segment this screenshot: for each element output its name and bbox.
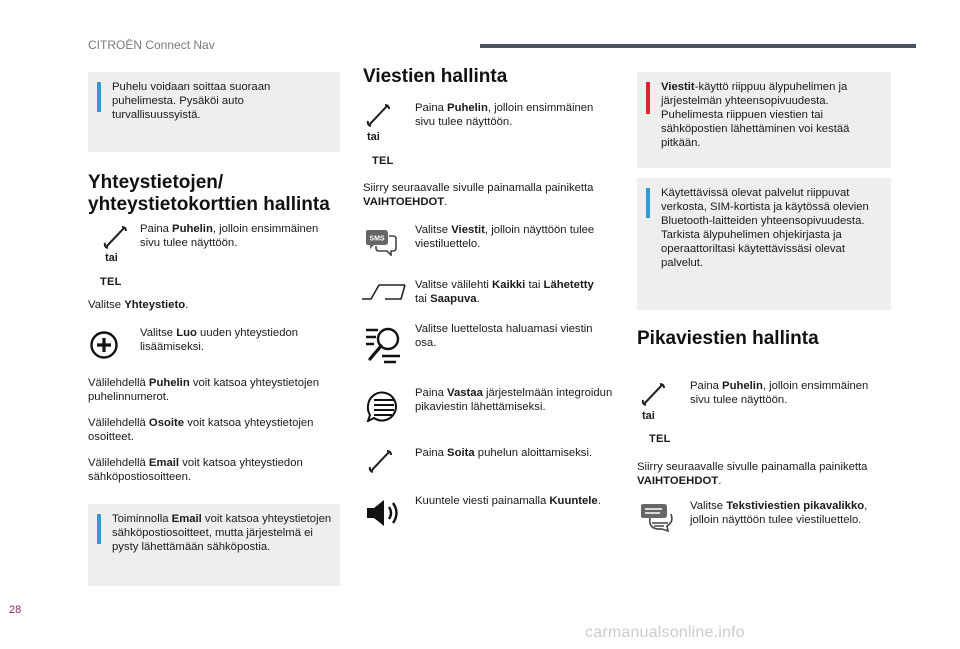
section-heading-quick-messages: Pikaviestien hallinta xyxy=(637,328,819,349)
tab-email-text: Välilehdellä Email voit katsoa yhteystiedon sähköpostiosoitteen. xyxy=(88,457,303,483)
next-page-text: Siirry seuraavalle sivulle painamalla painiketta VAIHTOEHDOT. xyxy=(637,461,868,487)
tai-label: tai xyxy=(367,131,380,143)
next-page-text: Siirry seuraavalle sivulle painamalla painiketta VAIHTOEHDOT. xyxy=(363,182,594,208)
speaker-icon xyxy=(365,498,405,533)
phone-icon xyxy=(365,102,391,133)
quick-messages-icon xyxy=(640,502,676,537)
info-services-text: Käytettävissä olevat palvelut riippuvat verkosta, SIM-kortista ja käytössä olevien Bluetooth-laitteiden yhteensopivuudesta. Tarkista älypuhelimen ohjekirjasta ja operaattoriltasi käytettävissäsi olevat palvelut. xyxy=(661,187,869,269)
warning-box xyxy=(637,72,891,168)
header-bar xyxy=(480,44,916,48)
phone-step-text: Paina Puhelin, jolloin ensimmäinen sivu tulee näyttöön. xyxy=(140,223,319,249)
watermark: carmanualsonline.info xyxy=(585,624,745,641)
call-icon xyxy=(367,448,393,479)
phone-icon xyxy=(102,224,128,255)
tai-label: tai xyxy=(105,252,118,264)
tabs-step-text: Valitse välilehti Kaikki tai Lähetetty tai Saapuva. xyxy=(415,279,594,305)
info-text: Puhelu voidaan soittaa suoraan puhelimesta. Pysäköi auto turvallisuussyistä. xyxy=(112,81,271,121)
phone-icon xyxy=(640,381,666,412)
add-step-text: Valitse Luo uuden yhteystiedon lisäämiseksi. xyxy=(140,327,299,353)
phone-step-text: Paina Puhelin, jolloin ensimmäinen sivu tulee näyttöön. xyxy=(415,102,594,128)
section-heading-messages: Viestien hallinta xyxy=(363,66,508,87)
info-icon xyxy=(646,188,650,218)
tel-label: TEL xyxy=(372,155,394,167)
info-box-top xyxy=(88,72,340,152)
info-icon xyxy=(97,514,101,544)
section-heading-contacts: Yhteystietojen/ yhteystietokorttien hallinta xyxy=(88,172,330,215)
warning-icon xyxy=(646,82,650,114)
tab-address-text: Välilehdellä Osoite voit katsoa yhteystietojen osoitteet. xyxy=(88,417,314,443)
running-header: CITROËN Connect Nav xyxy=(88,38,215,52)
info-icon xyxy=(97,82,101,112)
info-box-services xyxy=(637,178,891,310)
info-email-text: Toiminnolla Email voit katsoa yhteystietojen sähköpostiosoitteet, mutta järjestelmä ei pysty lähettämään sähköpostia. xyxy=(112,513,332,553)
tai-label: tai xyxy=(642,410,655,422)
tel-label: TEL xyxy=(649,433,671,445)
select-contact-text: Valitse Yhteystieto. xyxy=(88,299,189,311)
sms-icon-text: SMS xyxy=(369,235,385,243)
quick-step-text: Valitse Tekstiviestien pikavalikko, jolloin näyttöön tulee viestiluettelo. xyxy=(690,500,868,526)
warning-text: Viestit-käyttö riippuu älypuhelimen ja järjestelmän yhteensopivuudesta. Puhelimesta riippuen viestien tai sähköpostien lähettäminen voi kestää pitkään. xyxy=(661,81,850,149)
listen-step-text: Kuuntele viesti painamalla Kuuntele. xyxy=(415,495,601,507)
reply-step-text: Paina Vastaa järjestelmään integroidun pikaviestin lähettämiseksi. xyxy=(415,387,613,413)
phone-step-text: Paina Puhelin, jolloin ensimmäinen sivu tulee näyttöön. xyxy=(690,380,869,406)
tel-label: TEL xyxy=(100,276,122,288)
messages-step-text: Valitse Viestit, jolloin näyttöön tulee viestiluettelo. xyxy=(415,224,595,250)
page-number: 28 xyxy=(9,604,22,616)
tab-phone-text: Välilehdellä Puhelin voit katsoa yhteystietojen puhelinnumerot. xyxy=(88,377,320,403)
sms-icon xyxy=(365,226,397,261)
add-icon xyxy=(89,330,119,365)
info-box-email xyxy=(88,504,340,586)
call-step-text: Paina Soita puhelun aloittamiseksi. xyxy=(415,447,593,459)
tabs-icon xyxy=(361,282,407,307)
list-search-icon xyxy=(364,324,404,369)
reply-list-icon xyxy=(364,390,404,427)
list-step-text: Valitse luettelosta haluamasi viestin osa. xyxy=(415,323,593,349)
